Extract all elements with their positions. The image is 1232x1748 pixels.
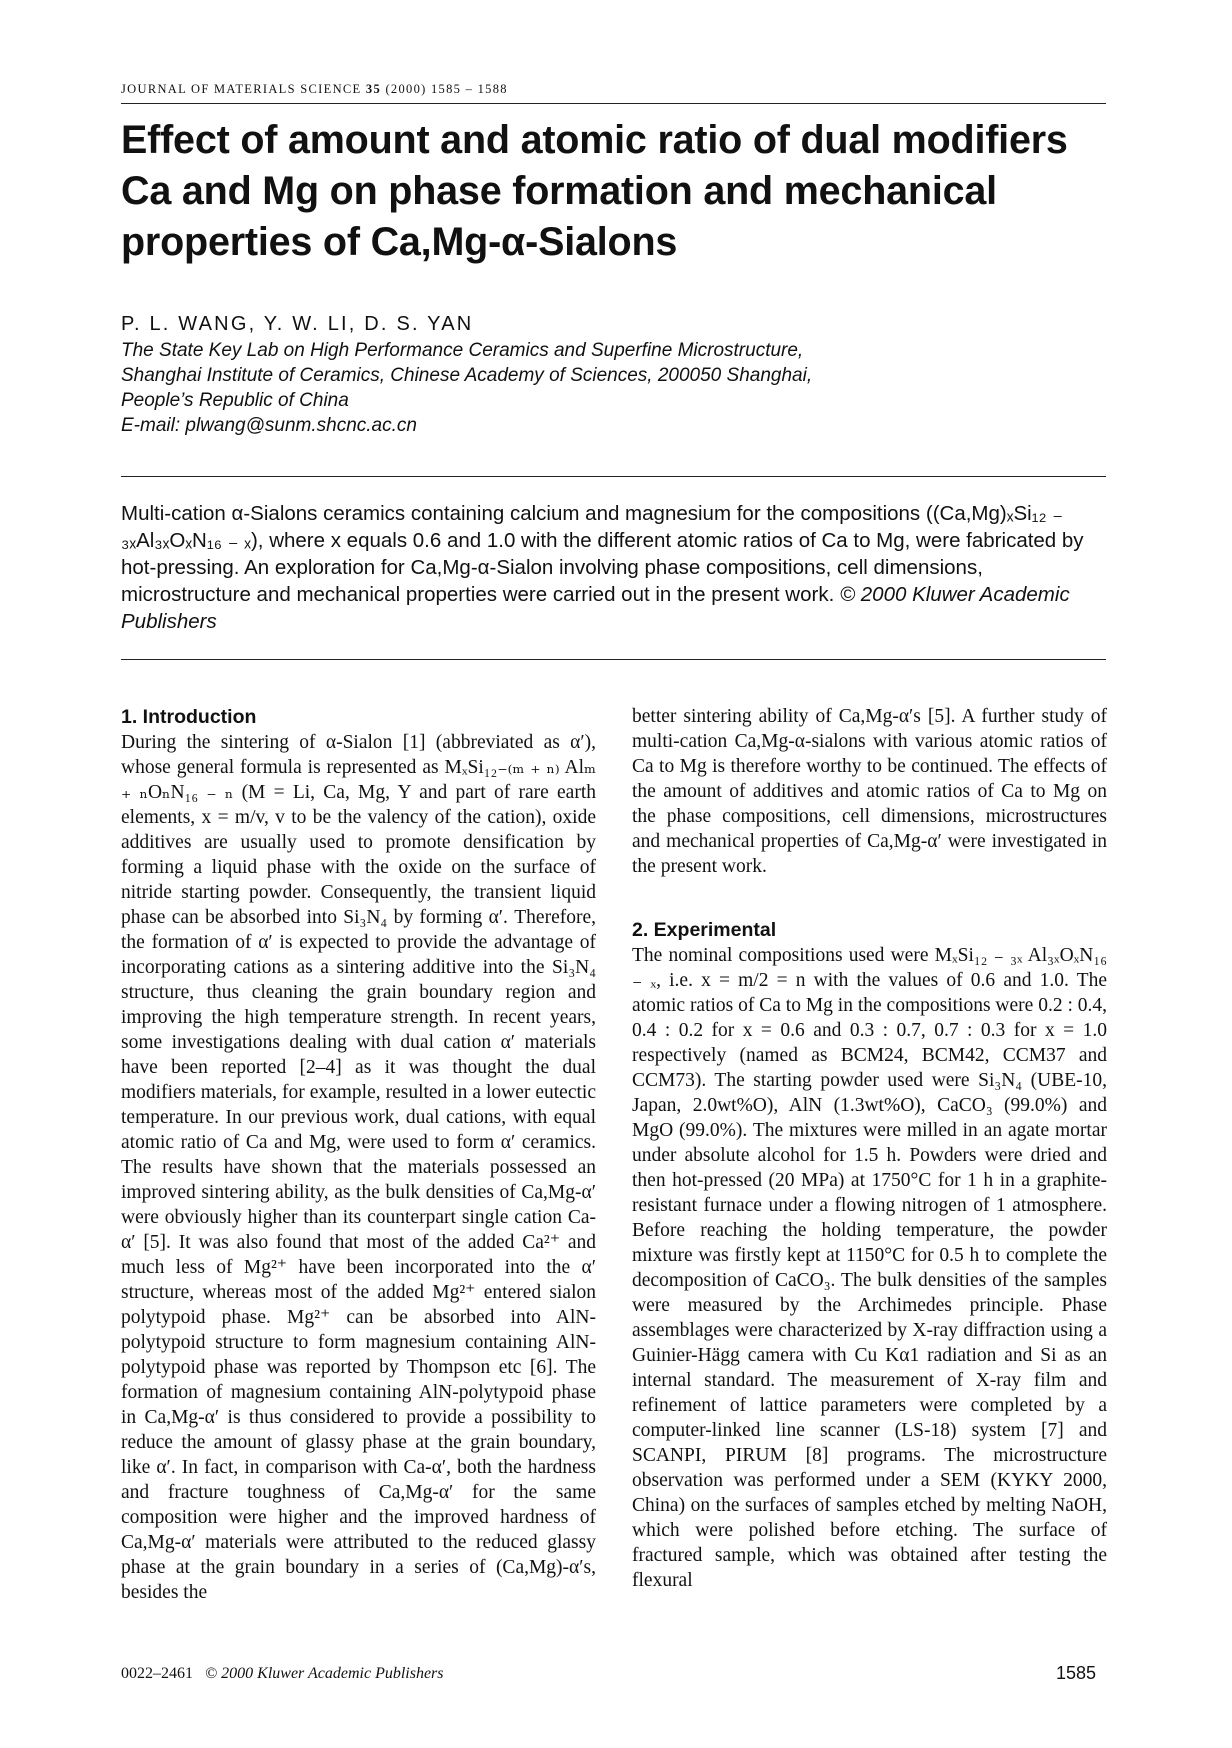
journal-header xyxy=(121,82,1106,97)
footer-issn: 0022–2461 xyxy=(121,1665,193,1682)
introduction-continued-paragraph: better sintering ability of Ca,Mg-α′s [5]. A further study of multi-cation Ca,Mg-α-sialons with various atomic ratios of Ca to Mg is therefore worthy to be continued. The effects of the amount of additives and atomic ratios of Ca to Mg on the phase compositions, cell dimensions, microstructures and mechanical properties of Ca,Mg-α′ were investigated in the present work. xyxy=(632,706,1107,877)
section-heading-introduction: 1. Introduction xyxy=(121,706,257,728)
authors: P. L. WANG, Y. W. LI, D. S. YAN xyxy=(121,313,474,335)
journal-name: JOURNAL OF MATERIALS SCIENCE xyxy=(121,82,362,96)
header-rule xyxy=(121,103,1106,104)
affiliation-line: Shanghai Institute of Ceramics, Chinese Academy of Sciences, 200050 Shanghai, xyxy=(121,365,813,386)
affiliation xyxy=(121,338,1106,438)
left-column xyxy=(121,704,596,1605)
journal-volume: 35 xyxy=(365,82,382,96)
affiliation-line: People’s Republic of China xyxy=(121,390,349,411)
footer-copyright: © 2000 Kluwer Academic Publishers xyxy=(205,1665,444,1682)
article-title: Effect of amount and atomic ratio of dual modifiers Ca and Mg on phase formation and mechanical properties of Ca,Mg-α-Sialons xyxy=(121,118,1068,264)
right-column xyxy=(632,704,1107,1593)
abstract-top-rule xyxy=(121,476,1106,477)
footer-left xyxy=(121,1665,444,1683)
abstract-copyright: © 2000 Kluwer Academic Publishers xyxy=(121,583,1070,633)
experimental-paragraph: The nominal compositions used were MₓSi₁₂ ₋ ₃ₓ Al₃ₓOₓN₁₆ ₋ ₓ, i.e. x = m/2 = n with the values of 0.6 and 1.0. The atomic ratios of Ca to Mg in the compositions were 0.2 : 0.4, 0.4 : 0.2 for x = 0.6 and 0.3 : 0.7, 0.7 : 0.3 for x = 1.0 respectively (named as BCM24, BCM42, CCM37 and CCM73). The starting powder used were Si₃N₄ (UBE-10, Japan, 2.0wt%O), AlN (1.3wt%O), CaCO₃ (99.0%) and MgO (99.0%). The mixtures were milled in an agate mortar under absolute alcohol for 1.5 h. Powders were dried and then hot-pressed (20 MPa) at 1750°C for 1 h in a graphite-resistant furnace under a flowing nitrogen of 1 atmosphere. Before reaching the holding temperature, the powder mixture was firstly kept at 1150°C for 0.5 h to complete the decomposition of CaCO₃. The bulk densities of the samples were measured by the Archimedes principle. Phase assemblages were characterized by X-ray diffraction using a Guinier-Hägg camera with Cu Kα1 radiation and Si as an internal standard. The measurement of X-ray film and refinement of lattice parameters were completed by a computer-linked line scanner (LS-18) system [7] and SCANPI, PIRUM [8] programs. The microstructure observation was performed under a SEM (KYKY 2000, China) on the surfaces of samples etched by melting NaOH, which were polished before etching. The surface of fractured sample, which was obtained after testing the flexural xyxy=(632,945,1107,1591)
affiliation-line: The State Key Lab on High Performance Ceramics and Superfine Microstructure, xyxy=(121,340,804,361)
introduction-paragraph: During the sintering of α-Sialon [1] (abbreviated as α′), whose general formula is represented as MₓSi₁₂₋₍ₘ ₊ ₙ₎ Alₘ ₊ ₙOₙN₁₆ ₋ ₙ (M = Li, Ca, Mg, Y and part of rare earth elements, x = m/v, v to be the valency of the cation), oxide additives are usually used to promote densification by forming a liquid phase with the oxide on the surface of nitride starting powder. Consequently, the transient liquid phase can be absorbed into Si₃N₄ by forming α′. Therefore, the formation of α′ is expected to provide the advantage of incorporating cations as a sintering additive into the Si₃N₄ structure, thus cleaning the grain boundary region and improving the high temperature strength. In recent years, some investigations dealing with dual cation α′ materials have been reported [2–4] as it was thought the dual modifiers materials, for example, resulted in a lower eutectic temperature. In our previous work, dual cations, with equal atomic ratio of Ca and Mg, were used to form α′ ceramics. The results have shown that the materials possessed an improved sintering ability, as the bulk densities of Ca,Mg-α′ were obviously higher than its counterpart single cation Ca-α′ [5]. It was also found that most of the added Ca²⁺ and much less of Mg²⁺ have been incorporated into the α′ structure, whereas most of the added Mg²⁺ entered sialon polytypoid phase. Mg²⁺ can be absorbed into AlN-polytypoid structure to form magnesium containing AlN-polytypoid phase was reported by Thompson etc [6]. The formation of magnesium containing AlN-polytypoid phase in Ca,Mg-α′ is thus considered to provide a possibility to reduce the amount of glassy phase at the grain boundary, like α′. In fact, in comparison with Ca-α′, both the hardness and fracture toughness of Ca,Mg-α′ for the same composition were higher and the improved hardness of Ca,Mg-α′ materials were attributed to the reduced glassy phase at the grain boundary in a series of (Ca,Mg)-α′s, besides the xyxy=(121,732,596,1603)
abstract-text: Multi-cation α-Sialons ceramics containing calcium and magnesium for the compositions ((Ca,Mg)ₓSi₁₂ ₋ ₃ₓAl₃ₓOₓN₁₆ ₋ ₓ), where x equals 0.6 and 1.0 with the different atomic ratios of Ca to Mg, were fabricated by hot-pressing. An exploration for Ca,Mg-α-Sialon involving phase compositions, cell dimensions, microstructure and mechanical properties were carried out in the present work. xyxy=(121,502,1084,606)
page-number: 1585 xyxy=(1056,1663,1097,1683)
section-heading-experimental: 2. Experimental xyxy=(632,919,777,941)
journal-year-pages: (2000) 1585 – 1588 xyxy=(385,82,508,96)
author-email: E-mail: plwang@sunm.shcnc.ac.cn xyxy=(121,415,417,436)
abstract-bottom-rule xyxy=(121,659,1106,660)
abstract xyxy=(121,500,1096,635)
